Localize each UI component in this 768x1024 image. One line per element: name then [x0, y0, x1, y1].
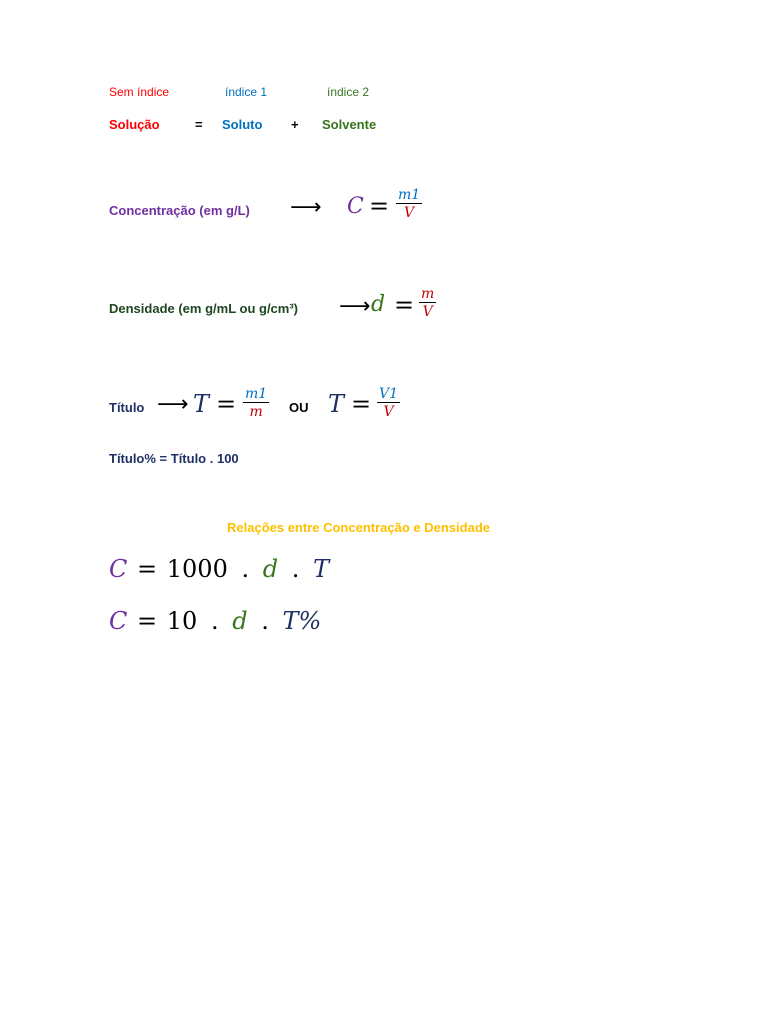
- density-equals: =: [394, 291, 415, 319]
- formula2-dot-2: .: [261, 607, 269, 635]
- relations-heading: Relações entre Concentração e Densidade: [227, 520, 490, 535]
- concentration-label: Concentração (em g/L): [109, 203, 250, 218]
- concentration-numerator: m1: [398, 187, 421, 203]
- concentration-denominator: V: [404, 205, 415, 221]
- formula1-d: d: [262, 555, 279, 583]
- formula1-constant: 1000: [166, 555, 228, 583]
- title-numerator-mass: m1: [245, 386, 268, 402]
- formula2-equals: =: [137, 607, 158, 635]
- title-label: Título: [109, 400, 145, 415]
- legend-index-2: índice 2: [327, 85, 370, 99]
- formula1-equals: =: [137, 555, 158, 583]
- or-word: OU: [289, 400, 309, 415]
- title-arrow: ⟶: [157, 392, 189, 417]
- title-equals-2: =: [351, 390, 372, 418]
- density-arrow: ⟶: [339, 294, 371, 319]
- concentration-equals: =: [369, 192, 390, 220]
- solution-word: Solução: [109, 117, 160, 132]
- relation-formula-2: [109, 607, 321, 635]
- title-denominator-mass: m: [249, 404, 263, 420]
- concentration-symbol: C: [347, 194, 364, 219]
- title-fraction-volume: [377, 386, 400, 421]
- density-denominator: V: [422, 304, 433, 320]
- title-symbol-2: T: [328, 390, 345, 418]
- formula2-constant: 10: [166, 607, 198, 635]
- title-equals: =: [216, 390, 237, 418]
- formula2-d: d: [232, 607, 248, 635]
- formula2-dot-1: .: [210, 607, 219, 635]
- density-label: Densidade (em g/mL ou g/cm³): [109, 301, 299, 316]
- solute-word: Soluto: [222, 117, 263, 132]
- equals-sign: =: [195, 117, 203, 132]
- title-symbol: T: [193, 390, 210, 418]
- title-numerator-volume: V1: [379, 386, 399, 402]
- density-fraction: [419, 286, 436, 321]
- legend-index-1: índice 1: [225, 85, 268, 99]
- concentration-fraction: [396, 187, 422, 222]
- formula1-dot-1: .: [241, 555, 250, 583]
- plus-sign: +: [291, 117, 299, 132]
- solvent-word: Solvente: [322, 117, 377, 132]
- concentration-arrow: ⟶: [290, 195, 322, 220]
- formula2-c: C: [109, 607, 128, 635]
- formula2-t-percent: T%: [282, 607, 322, 635]
- formula1-t: T: [313, 555, 330, 583]
- title-denominator-volume: V: [383, 404, 394, 420]
- formula1-c: C: [109, 555, 128, 583]
- legend-no-index: Sem índice: [109, 85, 170, 99]
- density-numerator: m: [421, 286, 435, 302]
- title-fraction-mass: [243, 386, 269, 421]
- formula1-dot-2: .: [291, 555, 300, 583]
- title-percent-formula: Título% = Título . 100: [109, 451, 239, 466]
- relation-formula-1: [109, 555, 329, 583]
- density-symbol: d: [371, 292, 386, 317]
